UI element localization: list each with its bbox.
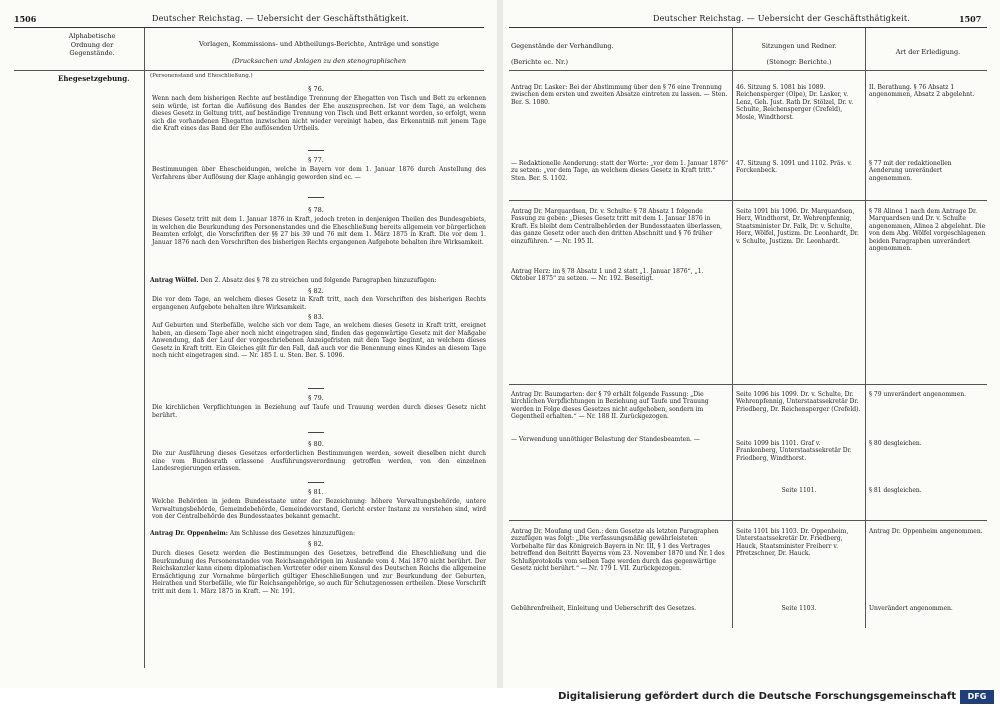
section-divider: [308, 388, 324, 389]
row-c1: Antrag Dr. Moufang und Gen.: dem Gesetze als letzten Paragraphen zuzufügen was folgt: „Die verfassungsmäßig gewährleisteten Vorbehalte für das Königreich Bayern in Nr. III, § 1 des Vertrages betreffend den Beitritt Bayerns vom 23. November 1870 und Nr. I des Schlußprotokolls vom selben Tage werden durch das gegenwärtige Gesetz nicht berührt.“ — Nr. 179 I. VII. Zurückgezogen.: [511, 528, 725, 573]
left-column-rule: [144, 28, 145, 668]
entry-title: Ehegesetzgebung.: [58, 74, 130, 83]
section-marker: § 83.: [308, 313, 324, 321]
row-c2: Seite 1103.: [781, 605, 817, 612]
left-header-rule: [14, 70, 484, 71]
row-c1: Antrag Dr. Marquardsen, Dr. v. Schulte: § 78 Absatz 1 folgende Fassung zu geben: „Dieses Gesetz tritt mit dem 1. Januar 1876 in Kraft. Es bleibt dem Centralbehörden der Bundesstaaten überlassen, das ganze Gesetz oder auch den dritten Abschnitt und § 76 früher einzuführen.“ — Nr. 195 II.: [511, 208, 723, 245]
row-c2: Seite 1091 bis 1096. Dr. Marquardsen, Herz, Windthorst, Dr. Wehrenpfennig, Staatsminister Dr. Falk, Dr. v. Schulte, Herz, Wölfel, Justizm. Dr. Leonhardt, Dr. v. Schulte, Justizm. Dr. Leonhardt.: [736, 208, 859, 245]
row-divider: [509, 384, 987, 385]
section-text: Durch dieses Gesetz werden die Bestimmungen des Gesetzes, betreffend die Eheschließung und die Beurkundung des Personenstandes von Reichsangehörigen im Auslande vom 4. Mai 1870 nicht berührt. Der Reichskanzler kann einem diplomatischen Vertreter oder einem Konsul des Deutschen Reichs die allgemeine Ermächtigung zur Vornahme bürgerlich gültiger Eheschließungen und zur Beurkundung der Geburten, Heirathen und Sterbefälle, wie für Reichsangehörige, so auch für Schutzgenossen ertheilen. Diese Vorschrift tritt mit dem 1. März 1875 in Kraft. — Nr. 191.: [152, 550, 486, 595]
left-col2-subheader: (Drucksachen und Anlagen zu den stenographischen: [231, 57, 407, 65]
row-c2: Seite 1101.: [781, 487, 817, 494]
row-c2: Seite 1099 bis 1101. Graf v. Frankenberg, Unterstaatssekretär Dr. Friedberg, Windthorst.: [736, 440, 852, 462]
right-col2-header: Sitzungen und Redner.: [761, 42, 837, 50]
section-divider: [308, 150, 324, 151]
row-c2: Seite 1101 bis 1103. Dr. Oppenheim, Unterstaatssekretär Dr. Friedberg, Hauck, Staatsminister Freiherr v. Pfretzschner, Dr. Hauck.: [736, 528, 849, 558]
row-c2: 46. Sitzung S. 1081 bis 1089. Reichensperger (Olpe), Dr. Lasker, v. Lenz, Geh. Just. Rath Dr. Stölzel, Dr. v. Schulte, Reichensperger (Crefeld), Mosle, Windthorst.: [736, 84, 854, 121]
left-page-number: 1506: [14, 14, 37, 24]
section-marker: § 76.: [308, 85, 324, 93]
left-head-rule: [14, 27, 484, 28]
row-c1: — Redaktionelle Aenderung: statt der Worte: „vor dem 1. Januar 1876“ zu setzen: „vor dem Tage, an welchem dieses Gesetz in Kraft tritt.“ Sten. Ber. S. 1102.: [511, 160, 729, 182]
right-column-rule-1: [732, 28, 733, 628]
section-marker: § 82.: [308, 540, 324, 548]
row-c1: — Verwendung unnöthiger Belastung der Standesbeamten. —: [511, 436, 700, 443]
right-col1-subheader: (Berichte ec. Nr.): [511, 58, 568, 66]
section-divider: [308, 197, 324, 198]
section-text: Auf Geburten und Sterbefälle, welche sich vor dem Tage, an welchem dieses Gesetz in Kraft tritt, ereignet haben, an diesem Tage aber noch nicht eingetragen sind, finden das gegenwärtige Gesetz mit der Maßgabe Anwendung, daß der Lauf der vorgeschriebenen Anzeigefristen mit dem Tage beginnt, an welchem dieses Gesetz in Kraft tritt. Ein Gleiches gilt für den Fall, daß auch vor die Benennung eines Kindes an diesem Tage noch nicht eingetragen sind. — Nr. 185 I. u. Sten. Ber. S. 1096.: [152, 322, 486, 360]
entry-subtitle: (Personenstand und Eheschließung.): [150, 73, 253, 79]
amendment-oppenheim: Antrag Dr. Oppenheim: Am Schlusse des Gesetzes hinzuzufügen:: [150, 530, 356, 537]
section-marker: § 78.: [308, 206, 324, 214]
right-page: [503, 0, 1000, 688]
section-marker: § 79.: [308, 394, 324, 402]
row-c3: Antrag Dr. Oppenheim angenommen.: [869, 528, 983, 535]
section-text: Die vor dem Tage, an welchem dieses Gesetz in Kraft tritt, nach den Vorschriften des bisherigen Rechts ergangenen Aufgebote behalten ihre Wirksamkeit.: [152, 296, 486, 311]
right-page-number: 1507: [959, 14, 982, 24]
row-c3: Unverändert angenommen.: [869, 605, 953, 612]
row-c3: § 80 desgleichen.: [869, 440, 922, 447]
row-c3: § 81 desgleichen.: [869, 487, 922, 494]
section-text: Wenn nach dem bisherigen Rechte auf beständige Trennung der Ehegatten von Tisch und Bett zu erkennen sein würde, ist fortan die Auflösung des Bandes der Ehe auszusprechen. Ist vor dem Tage, an welchem dieses Gesetz in Geltung tritt, auf beständige Trennung von Tisch und Bett erkannt worden, so erfolgt, wenn sich die vorhandenen Ehegatten inzwischen nicht wieder vereinigt haben, das Erkenntniß mit jenem Tage die Kraft eines das Band der Ehe auflösenden Urtheils.: [152, 95, 486, 133]
amendment-woelfel: Antrag Wölfel. Den 2. Absatz des § 78 zu streichen und folgende Paragraphen hinzuzufügen:: [150, 277, 437, 284]
row-c2: Seite 1096 bis 1099. Dr. v. Schulte, Dr. Wehrenpfennig, Unterstaatssekretär Dr. Friedberg, Dr. Reichensperger (Crefeld).: [736, 391, 861, 413]
section-marker: § 80.: [308, 440, 324, 448]
row-c1: Antrag Dr. Lasker: Bei der Abstimmung über den § 76 eine Trennung zwischen dem ersten und zweiten Absatze eintreten zu lassen. — Sten. Ber. S. 1080.: [511, 84, 728, 106]
right-col3-header: Art der Erledigung.: [895, 48, 961, 56]
row-c3: § 79 unverändert angenommen.: [869, 391, 967, 398]
section-marker: § 81.: [308, 488, 324, 496]
section-divider: [308, 432, 324, 433]
section-marker: § 82.: [308, 287, 324, 295]
right-head-rule: [509, 27, 987, 28]
right-running-head: Deutscher Reichstag. — Uebersicht der Geschäftsthätigkeit.: [653, 14, 911, 23]
row-c3: II. Berathung. § 76 Absatz 1 angenommen, Absatz 2 abgelehnt.: [869, 84, 975, 99]
right-column-rule-2: [865, 28, 866, 628]
row-c1: Antrag Herz: im § 78 Absatz 1 und 2 statt „1. Januar 1876“, „1. Oktober 1875“ zu setzen. — Nr. 192. Beseitigt.: [511, 268, 704, 283]
section-divider: [308, 482, 324, 483]
dfg-credit: Digitalisierung gefördert durch die Deutsche Forschungsgemeinschaft: [558, 691, 956, 702]
row-divider: [509, 520, 987, 521]
section-text: Welche Behörden in jedem Bundesstaate unter der Bezeichnung: höhere Verwaltungsbehörde, untere Verwaltungsbehörde, Gemeindebehörde, Gemeindevorstand, Gericht erster Instanz zu verstehen sind, wird von der Centralbehörde des Bundesstaates bekannt gemacht.: [152, 498, 486, 521]
left-col2-header: Vorlagen, Kommissions- und Abtheilungs-Berichte, Anträge und sonstige: [198, 40, 439, 48]
section-text: Die zur Ausführung dieses Gesetzes erforderlichen Bestimmungen werden, soweit dieselben nicht durch eine vom Bundesrath erlassene Ausführungsverordnung getroffen werden, von den einzelnen Landesregierungen erlassen.: [152, 450, 486, 473]
row-c2: 47. Sitzung S. 1091 und 1102. Präs. v. Forckenbeck.: [736, 160, 852, 175]
row-c1: Gebührenfreiheit, Einleitung und Ueberschrift des Gesetzes.: [511, 605, 697, 612]
right-col2-subheader: (Stenogr. Berichte.): [766, 58, 832, 66]
dfg-logo: DFG: [960, 690, 994, 704]
right-col1-header: Gegenstände der Verhandlung.: [511, 42, 614, 50]
left-running-head: Deutscher Reichstag. — Uebersicht der Geschäftsthätigkeit.: [152, 14, 410, 23]
row-c3: § 78 Alinea 1 nach dem Antrage Dr. Marquardsen und Dr. v. Schulte angenommen, Alinea 2 abgelehnt. Die von dem Abg. Wölfel vorgeschlagenen beiden Paragraphen unverändert angenommen.: [869, 208, 986, 253]
row-c1: Antrag Dr. Baumgarten: der § 79 erhält folgende Fassung: „Die kirchlichen Verpflichtungen in Beziehung auf Taufe und Trauung werden in Folge dieses Gesetzes nicht aufgehoben, sondern im Gegentheil erhalten.“ — Nr. 188 II. Zurückgezogen.: [511, 391, 709, 421]
section-text: Die kirchlichen Verpflichtungen in Beziehung auf Taufe und Trauung werden durch dieses Gesetz nicht berührt.: [152, 404, 486, 419]
left-col1-header: Alphabetische Ordnung der Gegenstände.: [68, 32, 116, 57]
section-marker: § 77.: [308, 156, 324, 164]
row-c3: § 77 mit der redaktionellen Aenderung unverändert angenommen.: [869, 160, 952, 182]
left-page: [0, 0, 497, 688]
section-text: Bestimmungen über Ehescheidungen, welche in Bayern vor dem 1. Januar 1876 durch Anstellung des Verfahrens über Auflösung der Klage anhängig geworden sind ec. —: [152, 166, 486, 181]
right-header-rule: [509, 70, 987, 71]
row-divider: [509, 200, 987, 201]
section-text: Dieses Gesetz tritt mit dem 1. Januar 1876 in Kraft, jedoch treten in denjenigen Theilen des Bundesgebiets, in welchen die Beurkundung des Personenstandes und die Eheschließung bereits allgemein vor bürgerlichen Beamten erfolgt, die Vorschriften der §§ 27 bis 39 und 76 mit dem 1. März 1875 in Kraft. Die vor dem 1. Januar 1876 nach den Vorschriften des bisherigen Rechts ergangenen Aufgebote behalten ihre Wirksamkeit.: [152, 216, 486, 246]
